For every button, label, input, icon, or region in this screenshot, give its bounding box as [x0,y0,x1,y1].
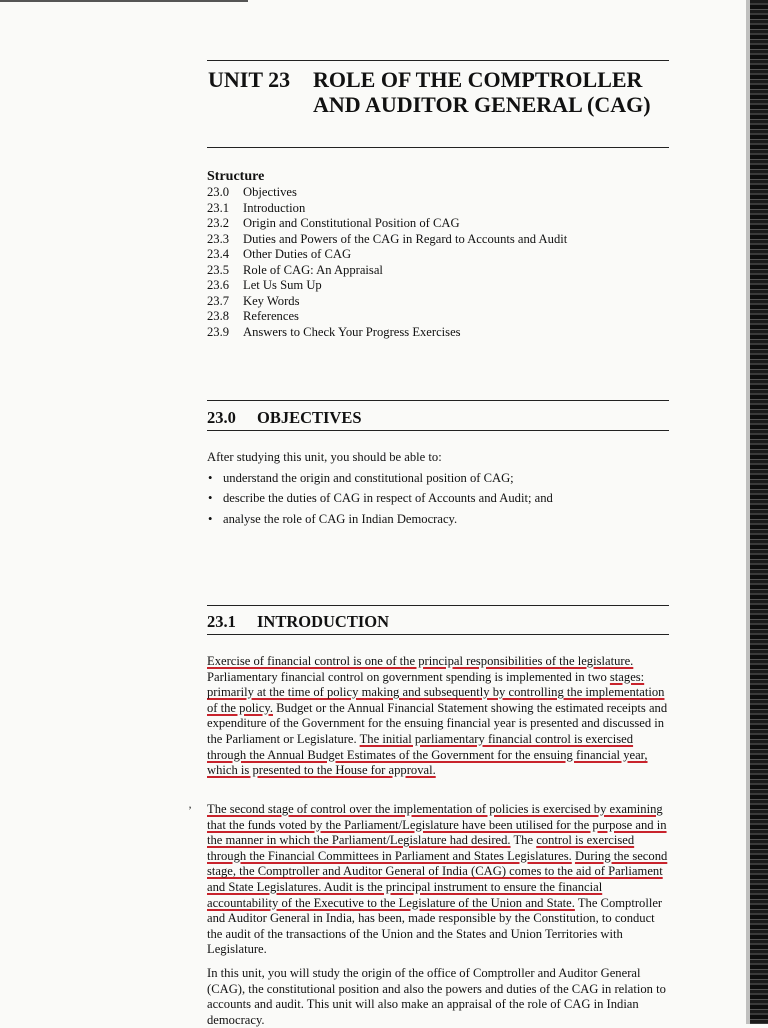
structure-item [207,216,567,232]
objective-bullet [207,471,672,487]
structure-item-label: Duties and Powers of the CAG in Regard to Accounts and Audit [243,231,568,246]
structure-item-number: 23.4 [207,247,230,261]
structure-item [207,263,567,279]
structure-item-number: 23.3 [207,231,230,246]
structure-item-label: Introduction [243,200,306,215]
section-number: 23.0 [207,408,236,427]
introduction-para-2 [207,802,672,958]
body-text: Budget or the Annual Financial Statement showing the estimated receipts and expenditure of the Government for the ensuing financial year is presented and discussed in the Parliament or Legislature. [207,700,668,746]
structure-item-number: 23.5 [207,262,230,277]
margin-tick-mark: ’ [188,803,192,817]
structure-item-number: 23.7 [207,293,230,308]
structure-heading: Structure [207,169,265,184]
structure-item [207,247,567,263]
structure-list [207,169,567,340]
introduction-para-3-text: In this unit, you will study the origin of the office of Comptroller and Auditor General (CAG), the constitutional position and also the powers and duties of the CAG in relation to accounts and audit. This unit will also make an appraisal of the role of CAG in Indian democracy. [207,966,666,1027]
objective-bullet-text: understand the origin and constitutional position of CAG; [223,470,514,485]
unit-title-text: ROLE OF THE COMPTROLLER AND AUDITOR GENERAL (CAG) [313,67,651,117]
bullet-icon: • [208,470,213,485]
structure-item [207,201,567,217]
objectives-bullets [207,471,672,528]
structure-item [207,309,567,325]
introduction-rule-bottom [207,634,669,635]
structure-item-label: Key Words [243,293,300,308]
structure-item-number: 23.2 [207,216,230,230]
structure-item-number: 23.8 [207,309,230,323]
underlined-text: stages: primarily at the time of policy making and subsequently by controlling the implementation of the policy. [207,669,665,715]
objectives-rule-bottom [207,430,669,431]
underlined-text: control is exercised through the Financial Committees in Parliament and States Legislatures. [207,833,635,863]
introduction-para-1 [207,654,672,779]
unit-number: UNIT 23 [208,67,291,92]
structure-item-number: 23.1 [207,200,230,215]
underlined-text: The initial parliamentary financial control is exercised through the Annual Budget Estimates of the Government for the ensuing financial year, which is presented to the House for approval. [207,731,648,778]
body-text: The Comptroller and Auditor General in India, has been, made responsible by the Constitution, to conduct the audit of the transactions of the Union and the States and Union Territories with Legislature. [207,895,663,957]
bullet-icon: • [208,491,213,506]
underlined-text: Exercise of financial control is one of the principal responsibilities of the legislature. [207,654,634,668]
bullet-icon: • [208,511,213,526]
structure-item-label: Let Us Sum Up [243,278,322,292]
objectives-body [207,450,672,532]
underlined-text: During the second stage, the Comptroller and Auditor General of India (CAG) comes to the aid of Parliament and State Legislatures. Audit is the principal instrument to ensure the financial accountability of the Executive to the Legislature of the Union and State. [207,848,668,910]
structure-item [207,325,567,341]
structure-item-label: Role of CAG: An Appraisal [243,262,383,277]
structure-item-label: Origin and Constitutional Position of CAG [243,216,460,230]
introduction-para-3 [207,966,672,1028]
underlined-text: The second stage of control over the implementation of policies is exercised by examining that the funds voted by the Parliament/Legislature have been utilised for the purpose and in the manner in which the Parliament/Legislature had desired. [207,802,667,848]
structure-item [207,278,567,294]
objectives-intro: After studying this unit, you should be able to: [207,450,442,464]
header-rule-bottom [207,147,669,148]
objectives-heading [207,408,362,428]
structure-item-label: Objectives [243,185,297,199]
body-text: The [510,833,537,848]
structure-item-label: References [243,309,299,323]
body-text: Parliamentary financial control on government spending is implemented in two [207,669,610,684]
objectives-rule-top [207,400,669,401]
section-title: OBJECTIVES [257,408,362,427]
structure-item [207,185,567,201]
objective-bullet-text: analyse the role of CAG in Indian Democracy. [223,511,458,526]
objective-bullet [207,491,672,507]
structure-item-number: 23.9 [207,324,230,339]
introduction-heading [207,612,389,632]
objective-bullet-text: describe the duties of CAG in respect of Accounts and Audit; and [223,491,553,506]
section-title: INTRODUCTION [257,612,390,631]
top-edge-line [0,0,248,2]
structure-item-number: 23.6 [207,278,230,292]
objective-bullet [207,512,672,528]
section-number: 23.1 [207,612,236,631]
structure-item [207,294,567,310]
structure-item [207,232,567,248]
structure-item-number: 23.0 [207,185,230,199]
header-rule-top [207,60,669,61]
introduction-rule-top [207,605,669,606]
structure-item-label: Answers to Check Your Progress Exercises [243,324,461,339]
book-binding-edge [750,0,768,1024]
structure-item-label: Other Duties of CAG [243,247,352,261]
